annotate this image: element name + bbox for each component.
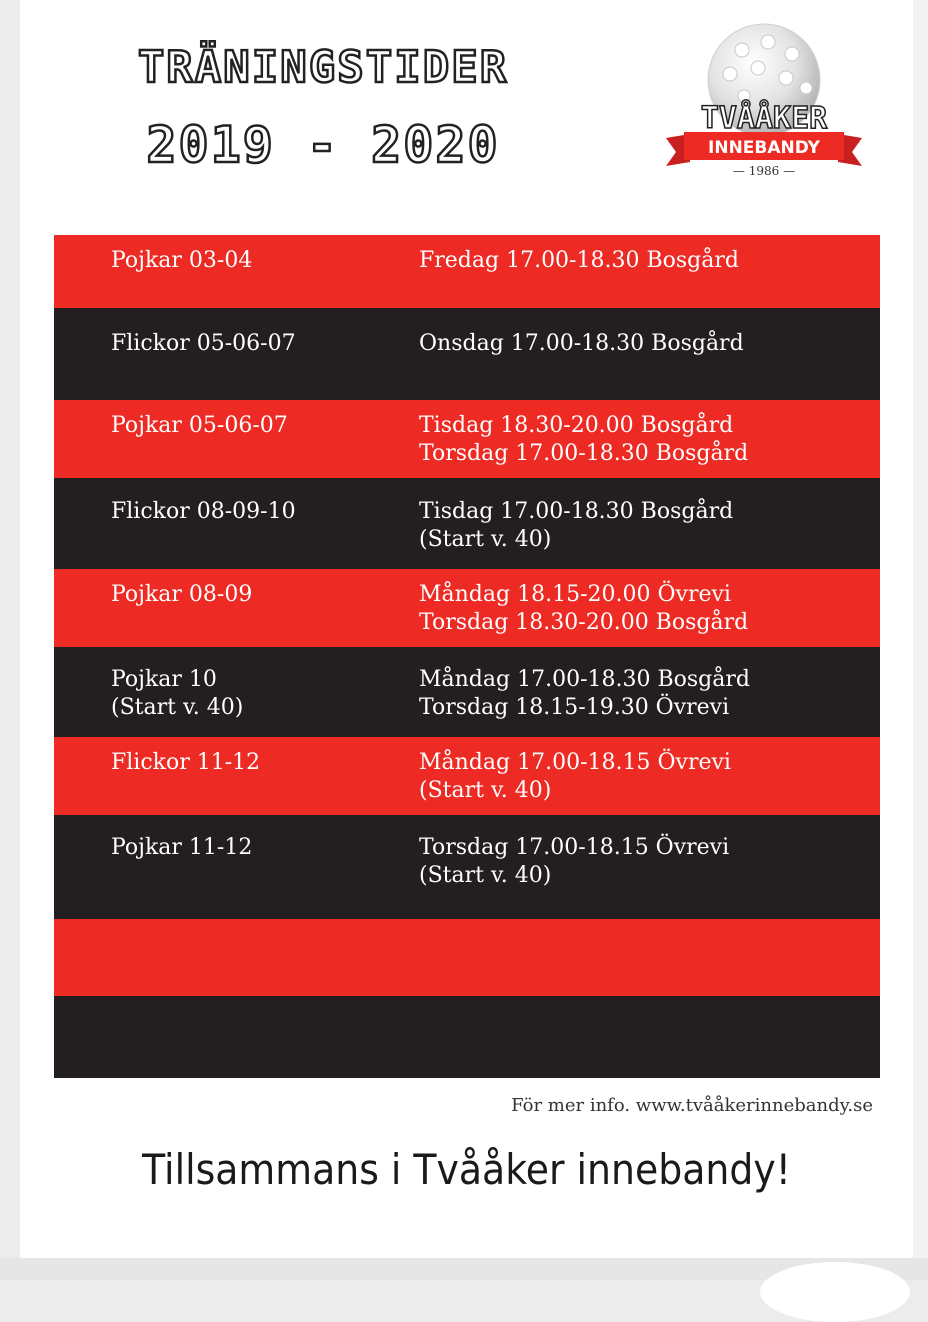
schedule-table (54, 235, 880, 1078)
table-row (54, 737, 880, 815)
team-name: Pojkar 03-04 (111, 248, 253, 273)
team-name: Flickor 05-06-07 (111, 331, 296, 356)
table-row (54, 308, 880, 400)
training-times: Måndag 17.00-18.15 Övrevi (Start v. 40) (419, 750, 731, 803)
background-edge (913, 0, 928, 1280)
team-name: Flickor 08-09-10 (111, 499, 296, 524)
training-times: Tisdag 18.30-20.00 Bosgård Torsdag 17.00-18.30 Bosgård (419, 413, 749, 466)
page-title: TRÄNINGSTIDER (137, 42, 509, 93)
team-name: Pojkar 10 (Start v. 40) (111, 667, 244, 720)
logo-banner: INNEBANDY (708, 138, 820, 158)
table-row (54, 400, 880, 478)
table-row (54, 919, 880, 996)
training-times: Tisdag 17.00-18.30 Bosgård (Start v. 40) (419, 499, 734, 552)
training-times: Torsdag 17.00-18.15 Övrevi (Start v. 40) (419, 835, 730, 888)
team-name: Flickor 11-12 (111, 750, 261, 775)
table-row (54, 569, 880, 647)
team-name: Pojkar 08-09 (111, 582, 253, 607)
club-logo (664, 22, 864, 182)
table-row (54, 478, 880, 569)
table-row (54, 815, 880, 919)
training-times: Måndag 18.15-20.00 Övrevi Torsdag 18.30-20.00 Bosgård (419, 582, 749, 635)
training-times: Onsdag 17.00-18.30 Bosgård (419, 331, 744, 356)
next-page-edge (760, 1262, 910, 1322)
slogan: Tillsammans i Tvååker innebandy! (142, 1145, 791, 1194)
season-title: 2019 - 2020 (146, 116, 500, 174)
table-row (54, 647, 880, 737)
training-times: Fredag 17.00-18.30 Bosgård (419, 248, 739, 273)
team-name: Pojkar 11-12 (111, 835, 253, 860)
table-row (54, 996, 880, 1078)
logo-name: TVÅÅKER (700, 101, 828, 136)
table-row (54, 235, 880, 308)
training-times: Måndag 17.00-18.30 Bosgård Torsdag 18.15-19.30 Övrevi (419, 667, 750, 720)
team-name: Pojkar 05-06-07 (111, 413, 288, 438)
logo-year: — 1986 — (732, 164, 796, 178)
more-info-text: För mer info. www.tvååkerinnebandy.se (511, 1095, 873, 1116)
